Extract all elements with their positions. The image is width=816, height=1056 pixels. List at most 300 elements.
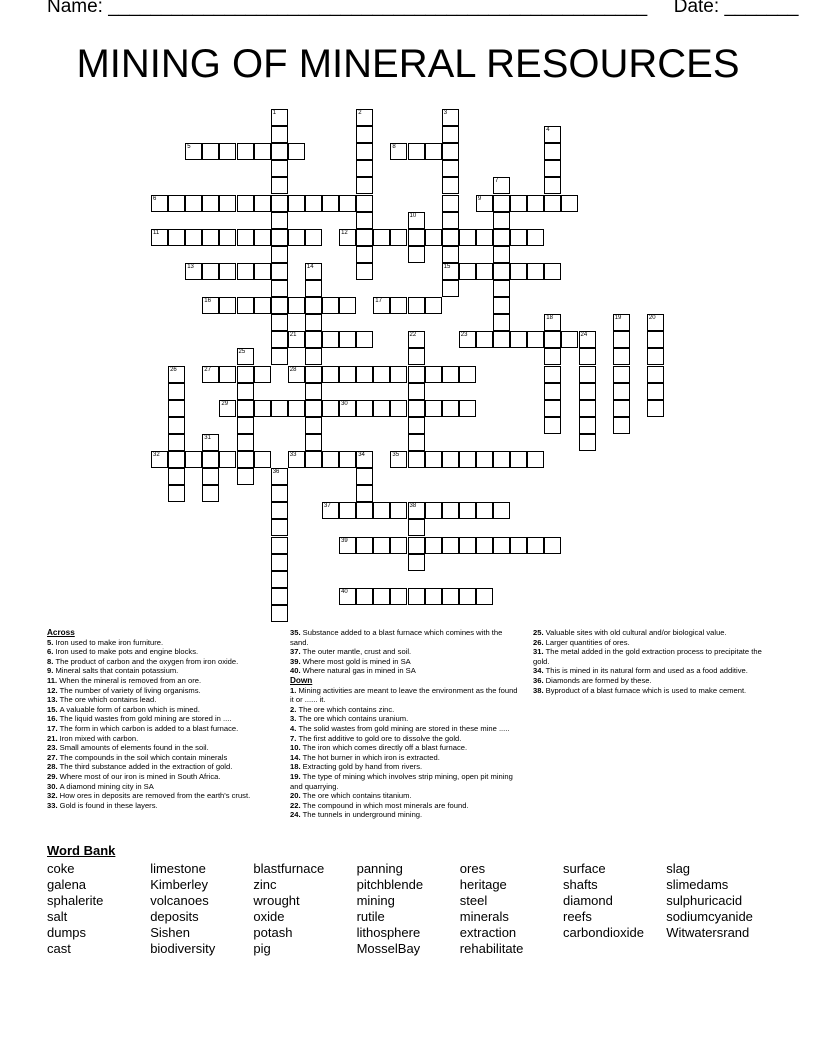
crossword-cell[interactable] [356,160,373,177]
crossword-cell[interactable] [613,366,630,383]
crossword-cell[interactable] [237,229,254,246]
crossword-cell[interactable] [390,588,407,605]
crossword-cell[interactable] [647,366,664,383]
crossword-cell[interactable] [288,143,305,160]
clue-number: 6 [153,195,157,202]
crossword-cell[interactable] [527,229,544,246]
crossword-cell[interactable] [408,554,425,571]
crossword-cell[interactable] [373,229,390,246]
crossword-cell[interactable] [390,229,407,246]
crossword-cell[interactable] [322,195,339,212]
crossword-cell[interactable] [373,502,390,519]
crossword-cell[interactable] [408,246,425,263]
crossword-cell[interactable] [288,229,305,246]
crossword-cell[interactable] [527,263,544,280]
crossword-cell[interactable] [579,331,596,348]
crossword-cell[interactable] [459,229,476,246]
crossword-cell[interactable] [271,212,288,229]
crossword-cell[interactable] [202,195,219,212]
crossword-cell[interactable] [647,400,664,417]
crossword-cell[interactable] [510,451,527,468]
crossword-cell[interactable] [544,417,561,434]
crossword-cell[interactable] [390,400,407,417]
crossword-cell[interactable] [493,229,510,246]
crossword-cell[interactable] [356,588,373,605]
crossword-cell[interactable] [442,126,459,143]
crossword-cell[interactable] [356,177,373,194]
crossword-cell[interactable] [442,502,459,519]
crossword-cell[interactable] [237,348,254,365]
crossword-cell[interactable] [288,331,305,348]
crossword-cell[interactable] [356,126,373,143]
crossword-cell[interactable] [151,451,168,468]
word-bank-item: deposits [150,909,199,924]
crossword-cell[interactable] [425,297,442,314]
crossword-cell[interactable] [579,417,596,434]
crossword-cell[interactable] [544,331,561,348]
crossword-cell[interactable] [373,297,390,314]
crossword-cell[interactable] [185,451,202,468]
crossword-cell[interactable] [288,297,305,314]
crossword-cell[interactable] [476,331,493,348]
crossword-cell[interactable] [202,451,219,468]
crossword-cell[interactable] [356,502,373,519]
crossword-cell[interactable] [271,126,288,143]
crossword-cell[interactable] [237,400,254,417]
crossword-cell[interactable] [271,554,288,571]
crossword-cell[interactable] [322,400,339,417]
crossword-cell[interactable] [356,537,373,554]
crossword-cell[interactable] [271,143,288,160]
crossword-cell[interactable] [459,588,476,605]
crossword-cell[interactable] [493,246,510,263]
crossword-cell[interactable] [168,451,185,468]
word-bank-item: steel [459,893,488,908]
crossword-cell[interactable] [219,451,236,468]
clue-item: 4. The solid wastes from gold mining are stored in these mine ..... [290,723,510,733]
crossword-cell[interactable] [168,195,185,212]
crossword-cell[interactable] [237,263,254,280]
clue-item: 11. When the mineral is removed from an ore. [47,675,202,685]
crossword-cell[interactable] [237,417,254,434]
crossword-cell[interactable] [459,400,476,417]
crossword-cell[interactable] [356,400,373,417]
crossword-cell[interactable] [442,143,459,160]
crossword-cell[interactable] [305,229,322,246]
crossword-cell[interactable] [339,537,356,554]
crossword-cell[interactable] [305,400,322,417]
crossword-cell[interactable] [305,195,322,212]
clues-column-1 [47,628,272,810]
crossword-cell[interactable] [271,537,288,554]
crossword-cell[interactable] [442,229,459,246]
crossword-cell[interactable] [442,366,459,383]
crossword-cell[interactable] [151,195,168,212]
crossword-cell[interactable] [322,502,339,519]
crossword-cell[interactable] [459,366,476,383]
crossword-cell[interactable] [373,537,390,554]
crossword-cell[interactable] [544,400,561,417]
crossword-cell[interactable] [168,229,185,246]
crossword-cell[interactable] [613,348,630,365]
crossword-cell[interactable] [202,485,219,502]
crossword-cell[interactable] [373,588,390,605]
crossword-cell[interactable] [168,434,185,451]
crossword-cell[interactable] [237,195,254,212]
crossword-cell[interactable] [254,195,271,212]
crossword-cell[interactable] [390,143,407,160]
crossword-cell[interactable] [168,485,185,502]
crossword-cell[interactable] [254,143,271,160]
crossword-cell[interactable] [459,451,476,468]
crossword-cell[interactable] [544,314,561,331]
word-bank-item: sulphuricacid [666,893,743,908]
crossword-cell[interactable] [219,143,236,160]
crossword-cell[interactable] [647,331,664,348]
crossword-cell[interactable] [271,400,288,417]
crossword-cell[interactable] [476,195,493,212]
crossword-cell[interactable] [271,229,288,246]
clue-item: 28. The third substance added in the extraction of gold. [47,762,233,772]
crossword-cell[interactable] [356,366,373,383]
crossword-cell[interactable] [237,451,254,468]
crossword-cell[interactable] [544,366,561,383]
crossword-cell[interactable] [647,314,664,331]
crossword-cell[interactable] [425,400,442,417]
crossword-cell[interactable] [408,383,425,400]
crossword-cell[interactable] [202,143,219,160]
crossword-cell[interactable] [271,485,288,502]
crossword-cell[interactable] [339,366,356,383]
crossword-cell[interactable] [544,126,561,143]
crossword-cell[interactable] [425,229,442,246]
crossword-cell[interactable] [356,451,373,468]
crossword-cell[interactable] [408,434,425,451]
crossword-cell[interactable] [544,177,561,194]
crossword-cell[interactable] [322,331,339,348]
crossword-cell[interactable] [237,143,254,160]
crossword-cell[interactable] [476,451,493,468]
crossword-cell[interactable] [254,366,271,383]
crossword-cell[interactable] [202,263,219,280]
crossword-cell[interactable] [356,468,373,485]
crossword-cell[interactable] [493,331,510,348]
crossword-cell[interactable] [202,366,219,383]
name-line[interactable]: ___________________________________________________ [108,0,648,17]
crossword-cell[interactable] [408,588,425,605]
crossword-cell[interactable] [237,297,254,314]
crossword-cell[interactable] [561,195,578,212]
crossword-cell[interactable] [544,195,561,212]
crossword-cell[interactable] [237,366,254,383]
crossword-cell[interactable] [168,383,185,400]
crossword-cell[interactable] [459,331,476,348]
crossword-cell[interactable] [356,195,373,212]
crossword-cell[interactable] [408,212,425,229]
crossword-cell[interactable] [442,246,459,263]
crossword-cell[interactable] [579,383,596,400]
crossword-cell[interactable] [305,263,322,280]
crossword-cell[interactable] [271,468,288,485]
crossword-cell[interactable] [305,297,322,314]
clue-number: 23 [460,332,468,339]
crossword-cell[interactable] [219,263,236,280]
crossword-cell[interactable] [493,280,510,297]
crossword-cell[interactable] [544,160,561,177]
crossword-cell[interactable] [168,468,185,485]
crossword-cell[interactable] [339,229,356,246]
crossword-cell[interactable] [442,195,459,212]
crossword-cell[interactable] [408,297,425,314]
crossword-cell[interactable] [579,434,596,451]
crossword-cell[interactable] [493,297,510,314]
crossword-cell[interactable] [425,366,442,383]
crossword-cell[interactable] [168,417,185,434]
crossword-cell[interactable] [254,263,271,280]
crossword-cell[interactable] [271,348,288,365]
crossword-cell[interactable] [459,537,476,554]
crossword-cell[interactable] [476,502,493,519]
crossword-cell[interactable] [561,331,578,348]
clue-item: 40. Where natural gas in mined in SA [290,666,416,676]
crossword-cell[interactable] [305,314,322,331]
crossword-cell[interactable] [339,297,356,314]
clue-item: 18. Extracting gold by hand from rivers. [290,762,423,772]
crossword-cell[interactable] [322,297,339,314]
crossword-cell[interactable] [356,212,373,229]
crossword-cell[interactable] [373,400,390,417]
crossword-cell[interactable] [219,297,236,314]
crossword-cell[interactable] [271,297,288,314]
crossword-cell[interactable] [271,177,288,194]
crossword-cell[interactable] [390,451,407,468]
crossword-cell[interactable] [408,400,425,417]
crossword-cell[interactable] [254,400,271,417]
crossword-cell[interactable] [202,297,219,314]
crossword-cell[interactable] [613,417,630,434]
crossword-cell[interactable] [527,195,544,212]
crossword-cell[interactable] [442,177,459,194]
crossword-cell[interactable] [185,229,202,246]
word-bank-item: sphalerite [47,893,104,908]
crossword-cell[interactable] [288,451,305,468]
crossword-cell[interactable] [271,502,288,519]
crossword-cell[interactable] [339,588,356,605]
crossword-cell[interactable] [493,314,510,331]
crossword-cell[interactable] [271,331,288,348]
crossword-cell[interactable] [544,383,561,400]
crossword-cell[interactable] [185,195,202,212]
crossword-cell[interactable] [237,383,254,400]
crossword-cell[interactable] [288,400,305,417]
crossword-cell[interactable] [305,451,322,468]
crossword-cell[interactable] [613,331,630,348]
clue-number: 39 [341,537,348,544]
crossword-cell[interactable] [510,537,527,554]
crossword-cell[interactable] [219,195,236,212]
crossword-cell[interactable] [493,451,510,468]
crossword-cell[interactable] [254,451,271,468]
crossword-cell[interactable] [425,451,442,468]
crossword-cell[interactable] [305,331,322,348]
crossword-cell[interactable] [442,537,459,554]
crossword-cell[interactable] [527,537,544,554]
crossword-cell[interactable] [613,314,630,331]
crossword-cell[interactable] [390,366,407,383]
crossword-cell[interactable] [459,502,476,519]
crossword-cell[interactable] [579,348,596,365]
crossword-cell[interactable] [390,502,407,519]
crossword-cell[interactable] [442,160,459,177]
crossword-cell[interactable] [579,400,596,417]
crossword-cell[interactable] [476,229,493,246]
crossword-cell[interactable] [510,195,527,212]
crossword-cell[interactable] [544,143,561,160]
crossword-cell[interactable] [339,400,356,417]
clue-number: 16 [204,298,211,305]
crossword-cell[interactable] [544,263,561,280]
crossword-cell[interactable] [271,314,288,331]
crossword-cell[interactable] [373,366,390,383]
crossword-cell[interactable] [356,485,373,502]
crossword-cell[interactable] [168,366,185,383]
crossword-cell[interactable] [527,451,544,468]
crossword-cell[interactable] [613,383,630,400]
crossword-cell[interactable] [271,605,288,622]
crossword-cell[interactable] [442,451,459,468]
crossword-cell[interactable] [476,588,493,605]
crossword-cell[interactable] [202,434,219,451]
crossword-cell[interactable] [647,348,664,365]
crossword-cell[interactable] [322,451,339,468]
crossword-cell[interactable] [271,246,288,263]
crossword-cell[interactable] [459,263,476,280]
crossword-cell[interactable] [271,519,288,536]
crossword-cell[interactable] [185,143,202,160]
crossword-cell[interactable] [185,263,202,280]
crossword-cell[interactable] [356,109,373,126]
crossword-cell[interactable] [219,366,236,383]
crossword-cell[interactable] [305,383,322,400]
crossword-cell[interactable] [254,229,271,246]
crossword-cell[interactable] [408,451,425,468]
word-bank-item: Sishen [150,925,190,940]
crossword-cell[interactable] [510,229,527,246]
crossword-cell[interactable] [493,177,510,194]
crossword-cell[interactable] [442,400,459,417]
crossword-cell[interactable] [356,229,373,246]
crossword-cell[interactable] [408,519,425,536]
crossword-cell[interactable] [493,212,510,229]
crossword-cell[interactable] [356,246,373,263]
crossword-cell[interactable] [202,468,219,485]
crossword-cell[interactable] [305,417,322,434]
crossword-cell[interactable] [305,366,322,383]
crossword-cell[interactable] [271,109,288,126]
crossword-cell[interactable] [151,229,168,246]
crossword-cell[interactable] [271,195,288,212]
crossword-cell[interactable] [442,588,459,605]
crossword-cell[interactable] [493,537,510,554]
crossword-cell[interactable] [425,143,442,160]
crossword-cell[interactable] [510,263,527,280]
crossword-cell[interactable] [442,109,459,126]
crossword-cell[interactable] [339,195,356,212]
crossword-cell[interactable] [271,571,288,588]
crossword-cell[interactable] [254,297,271,314]
crossword-cell[interactable] [493,263,510,280]
crossword-cell[interactable] [647,383,664,400]
crossword-cell[interactable] [408,537,425,554]
crossword-cell[interactable] [408,417,425,434]
crossword-cell[interactable] [527,331,544,348]
crossword-cell[interactable] [219,229,236,246]
crossword-cell[interactable] [579,366,596,383]
crossword-cell[interactable] [544,348,561,365]
crossword-cell[interactable] [356,263,373,280]
crossword-cell[interactable] [356,331,373,348]
crossword-cell[interactable] [305,348,322,365]
crossword-cell[interactable] [408,143,425,160]
crossword-cell[interactable] [339,502,356,519]
crossword-cell[interactable] [408,348,425,365]
word-bank-item: lithosphere [356,925,421,940]
crossword-cell[interactable] [390,537,407,554]
crossword-cell[interactable] [442,263,459,280]
crossword-cell[interactable] [408,331,425,348]
crossword-cell[interactable] [425,502,442,519]
date-line[interactable]: _______ [724,0,799,17]
clue-item: 29. Where most of our iron is mined in South Africa. [47,771,221,781]
crossword-cell[interactable] [168,400,185,417]
crossword-cell[interactable] [442,280,459,297]
crossword-cell[interactable] [288,366,305,383]
crossword-cell[interactable] [408,502,425,519]
crossword-cell[interactable] [202,229,219,246]
crossword-cell[interactable] [425,537,442,554]
crossword-cell[interactable] [339,451,356,468]
crossword-cell[interactable] [613,400,630,417]
crossword-cell[interactable] [408,229,425,246]
crossword-cell[interactable] [390,297,407,314]
crossword-cell[interactable] [271,588,288,605]
crossword-cell[interactable] [339,331,356,348]
crossword-cell[interactable] [408,366,425,383]
crossword-cell[interactable] [305,280,322,297]
crossword-cell[interactable] [271,280,288,297]
crossword-cell[interactable] [425,588,442,605]
crossword-cell[interactable] [493,502,510,519]
crossword-cell[interactable] [237,434,254,451]
crossword-cell[interactable] [356,143,373,160]
crossword-cell[interactable] [271,160,288,177]
crossword-cell[interactable] [510,331,527,348]
word-bank-item: wrought [253,893,300,908]
crossword-cell[interactable] [442,212,459,229]
across-clue-list-b [290,628,520,676]
crossword-cell[interactable] [219,400,236,417]
crossword-cell[interactable] [544,537,561,554]
crossword-cell[interactable] [305,434,322,451]
crossword-cell[interactable] [476,263,493,280]
crossword-cell[interactable] [322,366,339,383]
crossword-cell[interactable] [476,537,493,554]
crossword-cell[interactable] [237,468,254,485]
crossword-cell[interactable] [271,263,288,280]
crossword-cell[interactable] [493,195,510,212]
crossword-cell[interactable] [288,195,305,212]
word-bank-item: extraction [459,925,517,940]
